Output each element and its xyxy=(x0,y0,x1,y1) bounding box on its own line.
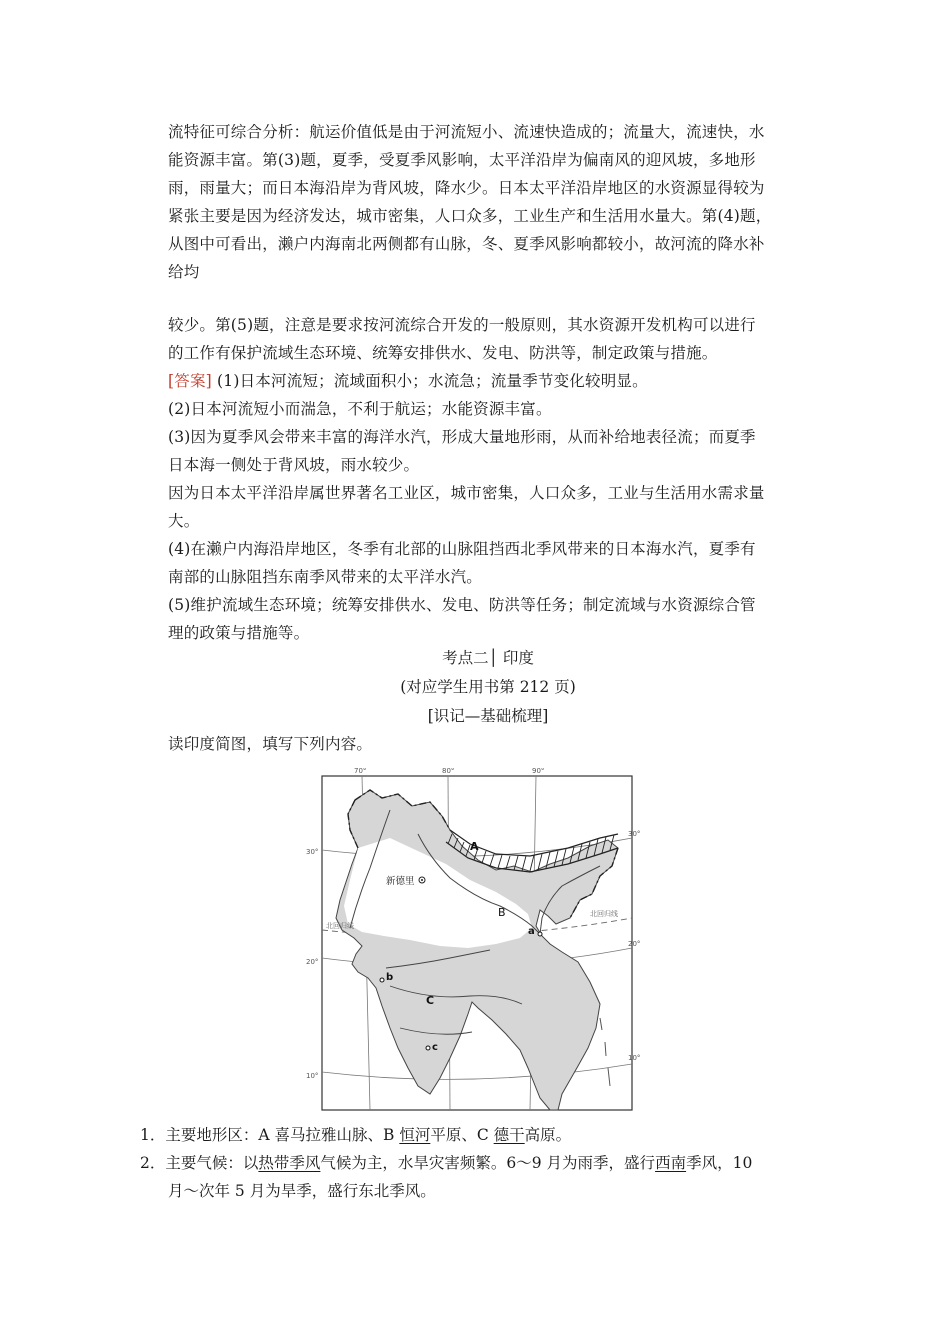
label-a: a xyxy=(528,926,535,937)
analysis-line: 紧张主要是因为经济发达，城市密集，人口众多，工业生产和生活用水量大。第(4)题， xyxy=(168,207,772,225)
answer-line: (3)因为夏季风会带来丰富的海洋水汽，形成大量地形雨，从而补给地表径流；而夏季 xyxy=(168,428,756,446)
analysis-line: 能资源丰富。第(3)题，夏季，受夏季风影响，太平洋沿岸为偏南风的迎风坡，多地形 xyxy=(168,151,756,169)
answer-line: (4)在濑户内海沿岸地区，冬季有北部的山脉阻挡西北季风带来的日本海水汽，夏季有 xyxy=(168,540,756,558)
item-text: 季风，10 xyxy=(686,1154,753,1172)
tropic-label-left: 北回归线 xyxy=(326,922,354,930)
analysis-paragraph xyxy=(168,118,808,286)
section-ref: (对应学生用书第 212 页) xyxy=(400,678,576,696)
item-answer-underlined: 西南 xyxy=(655,1154,687,1172)
item-text: 高原。 xyxy=(524,1126,572,1144)
lat-label-left-10: 10° xyxy=(306,1072,319,1080)
item-text: 主要气候：以 xyxy=(165,1154,259,1172)
item-answer-underlined: 恒河 xyxy=(399,1126,431,1144)
answer-line: 因为日本太平洋沿岸属世界著名工业区，城市密集，人口众多，工业与生活用水需求量 xyxy=(168,484,765,502)
section-subtitle: [识记—基础梳理] xyxy=(427,707,549,725)
lon-label-80: 80° xyxy=(442,768,455,775)
list-item-1 xyxy=(140,1121,820,1149)
city-marker-dot xyxy=(421,879,423,881)
analysis-line: 从图中可看出，濑户内海南北两侧都有山脉，冬、夏季风影响都较小，故河流的降水补 xyxy=(168,235,765,253)
lat-label-right-20: 20° xyxy=(628,940,641,948)
list-item-2-cont: 月～次年 5 月为旱季，盛行东北季风。 xyxy=(168,1182,436,1200)
label-A: A xyxy=(470,840,479,853)
item-answer-underlined: 德干 xyxy=(493,1126,525,1144)
answer-text: (1)日本河流短；流域面积小；水流急；流量季节变化较明显。 xyxy=(211,372,648,390)
section-title: 考点二│ 印度 xyxy=(442,649,534,667)
lat-label-right-10: 10° xyxy=(628,1054,641,1062)
summary-list xyxy=(140,1121,820,1205)
city-label: 新德里 xyxy=(386,876,415,887)
tropic-label-right: 北回归线 xyxy=(590,910,618,918)
analysis-line: 雨，雨量大；而日本海沿岸为背风坡，降水少。日本太平洋沿岸地区的水资源显得较为 xyxy=(168,179,765,197)
lat-label-left-20: 20° xyxy=(306,958,319,966)
item-answer-underlined: 热带季风 xyxy=(258,1154,321,1172)
answer-first-line xyxy=(168,367,808,395)
lat-label-left-30: 30° xyxy=(306,848,319,856)
item-text: 平原、C xyxy=(430,1126,494,1144)
label-B: B xyxy=(498,906,506,919)
item-number: 2． xyxy=(140,1154,166,1172)
analysis-continued xyxy=(168,311,808,647)
label-c: c xyxy=(432,1042,438,1053)
india-map-svg xyxy=(300,768,645,1116)
answer-line: 南部的山脉阻挡东南季风带来的太平洋水汽。 xyxy=(168,568,483,586)
item-number: 1． xyxy=(140,1126,166,1144)
answer-line: 日本海一侧处于背风坡，雨水较少。 xyxy=(168,456,420,474)
lat-label-right-30: 30° xyxy=(628,830,641,838)
india-map xyxy=(300,768,645,1116)
map-instruction xyxy=(168,730,808,758)
point-b xyxy=(380,978,384,982)
label-b: b xyxy=(386,972,394,983)
label-C: C xyxy=(426,994,435,1007)
answer-tag: [答案] xyxy=(168,372,212,390)
lon-label-70: 70° xyxy=(354,768,367,775)
answer-line: 大。 xyxy=(168,512,200,530)
list-item-2 xyxy=(140,1149,820,1177)
answer-line: (2)日本河流短小而湍急，不利于航运；水能资源丰富。 xyxy=(168,400,552,418)
item-text: 主要地形区：A 喜马拉雅山脉、B xyxy=(165,1126,400,1144)
instruction-text: 读印度简图，填写下列内容。 xyxy=(168,735,373,753)
lon-label-90: 90° xyxy=(532,768,545,775)
point-a xyxy=(538,932,542,936)
answer-line: (5)维护流域生态环境；统筹安排供水、发电、防洪等任务；制定流域与水资源综合管 xyxy=(168,596,756,614)
analysis-line: 流特征可综合分析：航运价值低是由于河流短小、流速快造成的；流量大，流速快，水 xyxy=(168,123,765,141)
point-c xyxy=(426,1046,430,1050)
analysis-line: 的工作有保护流域生态环境、统筹安排供水、发电、防洪等，制定政策与措施。 xyxy=(168,344,718,362)
item-text: 气候为主，水旱灾害频繁。6～9 月为雨季，盛行 xyxy=(320,1154,656,1172)
analysis-line: 较少。第(5)题，注意是要求按河流综合开发的一般原则，其水资源开发机构可以进行 xyxy=(168,316,756,334)
answer-line: 理的政策与措施等。 xyxy=(168,624,310,642)
analysis-line: 给均 xyxy=(168,263,200,281)
